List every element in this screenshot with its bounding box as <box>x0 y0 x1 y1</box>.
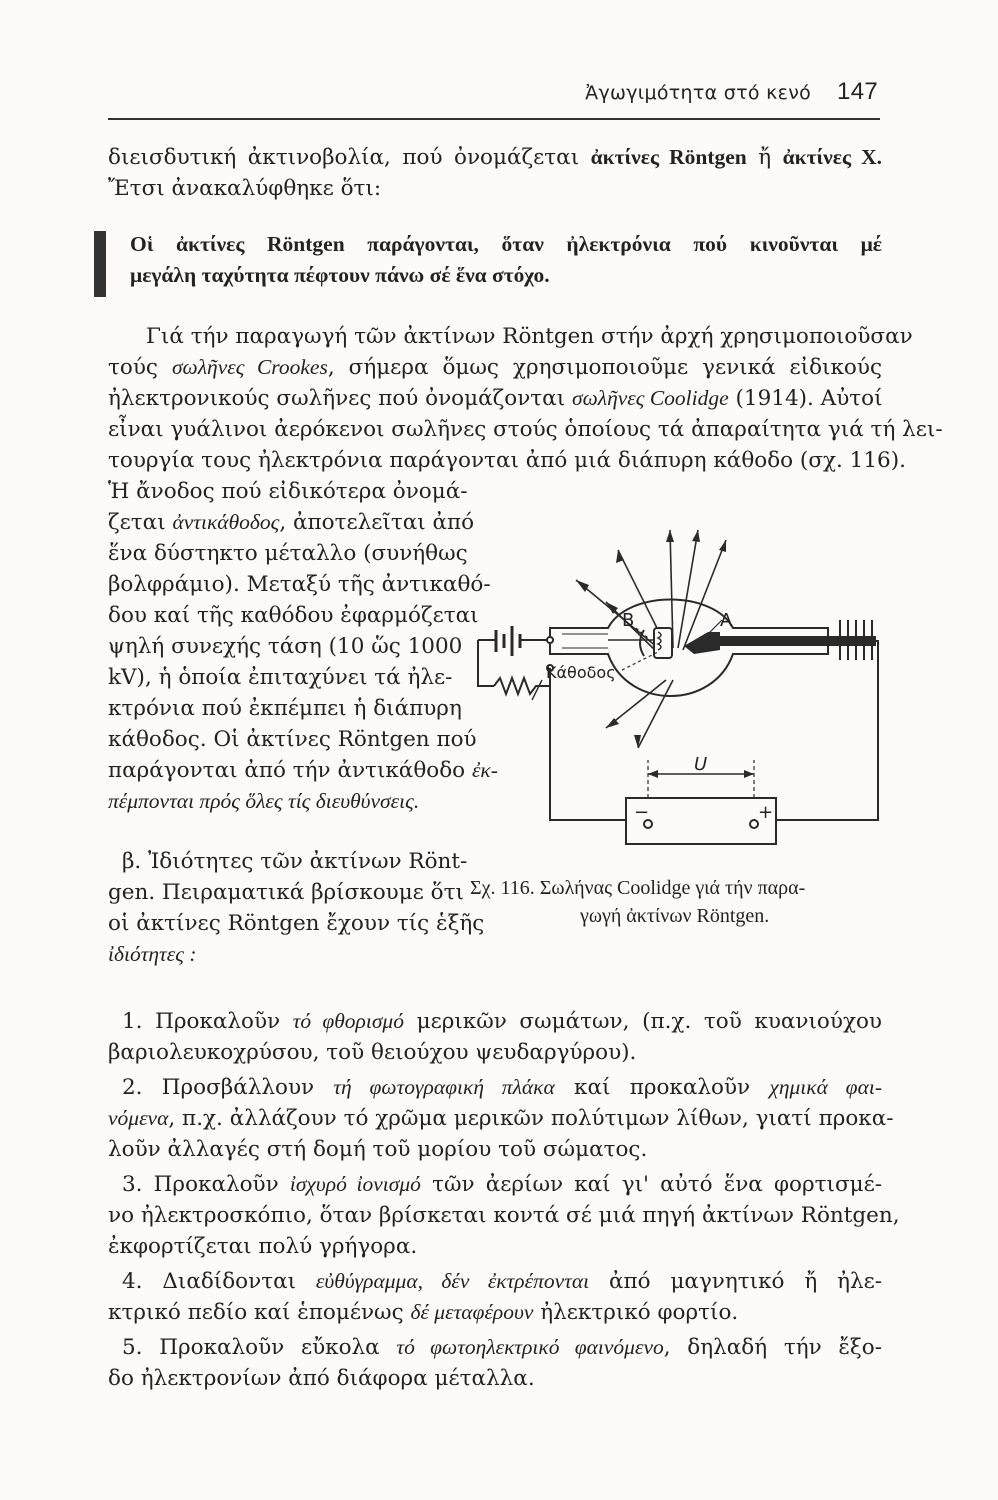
caption-line-2: γωγή ἀκτίνων Röntgen. <box>580 905 770 927</box>
label-plus: + <box>758 802 774 823</box>
p2-line-3: ἕνα δύστηκτο μέταλλο (συνήθως <box>108 541 468 566</box>
p1-line-4: εἶναι γυάλινοι ἀερόκενοι σωλῆνες στούς ὁποίους τά ἀπαραίτητα γιά τή λει- <box>108 417 943 442</box>
p1-text: , σήμερα ὅμως χρησιμοποιοῦμε γενικά εἰδικούς <box>327 355 882 380</box>
p2-line-10 <box>108 755 498 786</box>
p2-text: , ἀποτελεῖται ἀπό <box>279 510 475 535</box>
item-text: 4. Διαδίδονται <box>122 1269 316 1294</box>
section-heading: β. Ἰδιότητες τῶν ἀκτίνων Rönt- <box>122 849 468 874</box>
item-text: καί προκαλοῦν <box>554 1075 770 1100</box>
intro-line-2: Ἔτσι ἀνακαλύφθηκε ὅτι: <box>108 176 382 201</box>
paragraph-anode <box>108 476 498 817</box>
anode-rod <box>706 636 876 646</box>
section-properties <box>108 846 485 970</box>
item-italic: εὐθύγραμμα, δέν ἐκτρέπονται <box>315 1269 590 1293</box>
item-italic: νόμενα <box>108 1106 169 1130</box>
p2-line-9: κάθοδος. Οἱ ἀκτίνες Röntgen πού <box>108 727 477 752</box>
p1-text: (1914). Αὐτοί <box>728 386 883 411</box>
term-crookes-tubes: σωλῆνες Crookes <box>171 355 328 379</box>
figure-caption <box>470 874 890 930</box>
p1-line-5: τουργία τους ἠλεκτρόνια παράγονται ἀπό μιά διάπυρη κάθοδο (σχ. 116). <box>108 448 906 473</box>
header-title: Ἀγωγιμότητα στό κενό <box>585 82 812 104</box>
highlight-line-2: μεγάλη ταχύτητα πέφτουν πάνω σέ ἕνα στόχο. <box>130 263 550 287</box>
item-text: 3. Προκαλοῦν <box>122 1172 290 1197</box>
p1-text: τούς <box>108 355 172 380</box>
item-line: ἐκφορτίζεται πολύ γρήγορα. <box>108 1234 418 1259</box>
p1-line-1: Γιά τήν παραγωγή τῶν ἀκτίνων Röntgen στήν ἀρχή χρησιμοποιοῦσαν <box>146 324 913 349</box>
highlight-line-1: Οἱ ἀκτίνες Röntgen παράγονται, ὅταν ἠλεκτρόνια πού κινοῦνται μέ <box>130 232 882 256</box>
p2-italic: ἐκ- <box>471 758 498 782</box>
label-cathode: Κάθοδος <box>546 663 616 682</box>
p2-line-5: δου καί τῆς καθόδου ἐφαρμόζεται <box>108 603 479 628</box>
heater-battery <box>496 626 520 656</box>
list-item <box>108 1266 882 1328</box>
p2-line-8: κτρόνια πού ἐκπέμπει ἡ διάπυρη <box>108 696 462 721</box>
intro-text: ἤ <box>746 145 783 170</box>
item-text: ἀπό μαγνητικό ἤ ἠλε- <box>589 1269 882 1294</box>
item-italic: τό φωτοηλεκτρικό φαινόμενο <box>396 1335 664 1359</box>
p2-line-7: kV), ἡ ὁποία ἐπιταχύνει τά ἠλε- <box>108 665 453 690</box>
list-item <box>108 1072 894 1165</box>
p2-text: παράγονται ἀπό τήν ἀντικάθοδο <box>108 758 472 783</box>
item-line: λοῦν ἀλλαγές στή δομή τοῦ μορίου τοῦ σώματος. <box>108 1137 648 1162</box>
item-italic: χημικά φαι- <box>769 1075 882 1099</box>
label-voltage: U <box>694 754 708 775</box>
intro-text: διεισδυτική ἀκτινοβολία, πού ὀνομάζεται <box>108 145 591 170</box>
label-minus: − <box>634 802 650 823</box>
running-header <box>585 78 878 106</box>
item-text: 5. Προκαλοῦν εὔκολα <box>122 1335 397 1360</box>
item-line: δο ἠλεκτρονίων ἀπό διάφορα μέταλλα. <box>108 1366 535 1391</box>
cathode-cup <box>654 628 672 658</box>
term-coolidge-tubes: σωλῆνες Coolidge <box>571 386 729 410</box>
item-text: τῶν ἀερίων καί γι' αὐτό ἕνα φορτισμέ- <box>420 1172 883 1197</box>
item-text: μερικῶν σωμάτων, (π.χ. τοῦ κυανιούχου <box>403 1009 882 1034</box>
caption-line-1: Σχ. 116. Σωλήνας Coolidge γιά τήν παρα- <box>470 877 806 899</box>
item-text: 2. Προσβάλλουν <box>122 1075 334 1100</box>
section-line-3: οἱ ἀκτίνες Röntgen ἔχουν τίς ἑξῆς <box>108 911 485 936</box>
label-b: B <box>622 610 635 631</box>
section-line-2: gen. Πειραματικά βρίσκουμε ὅτι <box>108 880 464 905</box>
coolidge-tube-diagram <box>458 520 890 860</box>
item-text: 1. Προκαλοῦν <box>122 1009 293 1034</box>
properties-list <box>108 1006 900 1394</box>
item-line: βαριολευκοχρύσου, τοῦ θειούχου ψευδαργύρου). <box>108 1040 637 1065</box>
page-number: 147 <box>837 78 878 105</box>
term-rontgen-rays: ἀκτίνες Röntgen <box>590 145 747 169</box>
term-anticathode: ἀντικάθοδος <box>172 510 280 534</box>
intro-paragraph <box>108 142 882 204</box>
p2-line-1: Ἡ ἄνοδος πού εἰδικότερα ὀνομά- <box>108 479 468 504</box>
item-line: νο ἠλεκτροσκόπιο, ὅταν βρίσκεται κοντά σέ μιά πηγή ἀκτίνων Röntgen, <box>108 1203 900 1228</box>
item-text: , δηλαδή τήν ἔξο- <box>663 1335 882 1360</box>
item-italic: τή φωτογραφική πλάκα <box>333 1075 555 1099</box>
list-item <box>108 1006 882 1068</box>
item-italic: ἰσχυρό ἰονισμό <box>289 1172 421 1196</box>
p1-text: ἠλεκτρονικούς σωλῆνες πού ὀνομάζονται <box>108 386 572 411</box>
p1-line-3 <box>108 383 882 414</box>
list-item <box>108 1332 882 1394</box>
item-text: , π.χ. ἀλλάζουν τό χρῶμα μερικῶν πολύτιμων λίθων, γιατί προκα- <box>168 1106 894 1131</box>
p1-line-2 <box>108 352 882 383</box>
p2-line-4: βολφράμιο). Μεταξύ τῆς ἀντικαθό- <box>108 572 491 597</box>
p2-line-6: ψηλή συνεχής τάση (10 ὥς 1000 <box>108 634 463 659</box>
term-x-rays: ἀκτίνες X. <box>782 145 882 169</box>
item-italic: τό φθορισμό <box>292 1009 404 1033</box>
p2-line-2 <box>108 507 475 538</box>
p2-line-11: πέμπονται πρός ὅλες τίς διευθύνσεις. <box>108 789 420 813</box>
item-italic: δέ μεταφέρουν <box>410 1300 534 1324</box>
label-a: A <box>720 610 733 631</box>
highlight-statement <box>130 229 882 291</box>
intro-line-1 <box>108 142 882 173</box>
p2-text: ζεται <box>108 510 173 535</box>
highlight-bar <box>94 231 106 297</box>
section-line-4: ἰδιότητες : <box>108 942 197 966</box>
header-rule <box>108 118 880 120</box>
paragraph-coolidge <box>108 321 943 476</box>
list-item <box>108 1169 900 1262</box>
item-text: κτρικό πεδίο καί ἑπομένως <box>108 1300 411 1325</box>
item-text: ἠλεκτρικό φορτίο. <box>533 1300 739 1325</box>
